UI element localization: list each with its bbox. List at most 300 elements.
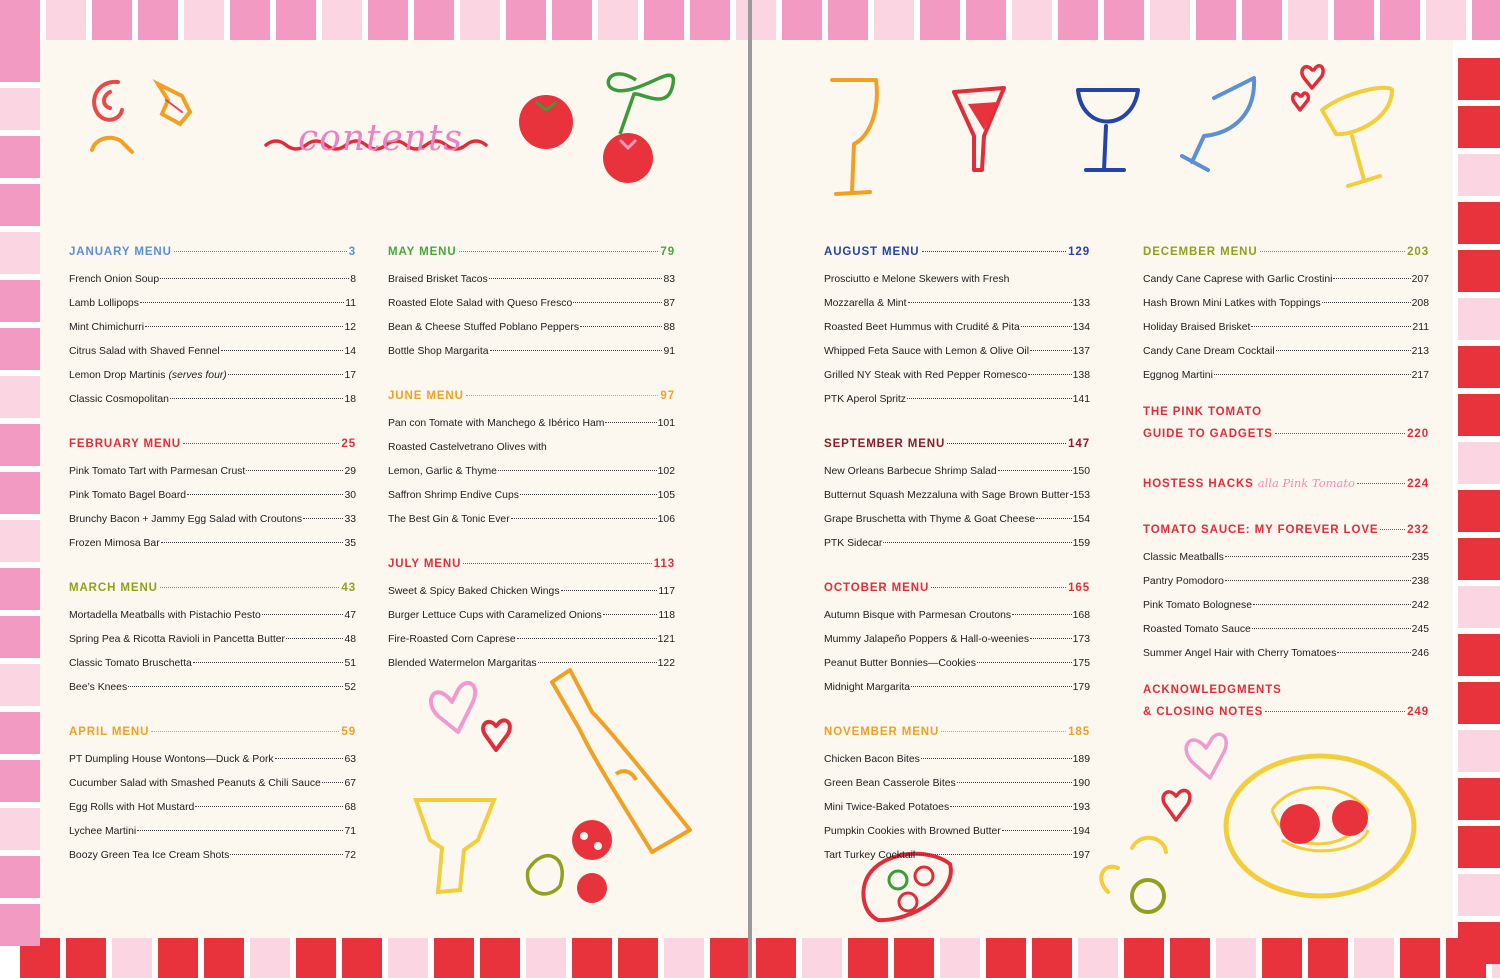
dot-leader xyxy=(947,443,1066,444)
section-label: NOVEMBER MENU xyxy=(824,726,940,738)
section-label: MAY MENU xyxy=(388,246,457,258)
section-label: JULY MENU xyxy=(388,558,462,570)
page-number: 8 xyxy=(350,274,356,285)
toc-entry[interactable] xyxy=(824,802,1090,826)
section-heading[interactable] xyxy=(69,438,356,460)
dot-leader xyxy=(221,350,344,351)
page-number: 25 xyxy=(341,438,356,450)
entry-label: Pumpkin Cookies with Browned Butter xyxy=(824,826,1001,837)
section-heading[interactable] xyxy=(1143,406,1429,428)
toc-entry[interactable] xyxy=(824,274,1090,298)
entry-label: PTK Sidecar xyxy=(824,538,883,549)
dot-leader xyxy=(303,518,343,519)
page-number: 91 xyxy=(663,346,675,357)
dot-leader xyxy=(1002,830,1072,831)
page-number: 168 xyxy=(1072,610,1090,621)
section-label: TOMATO SAUCE: MY FOREVER LOVE xyxy=(1143,524,1379,536)
entry-label: Midnight Margarita xyxy=(824,682,911,693)
spaghetti-plate-icon xyxy=(1226,756,1414,896)
entry-label: Spring Pea & Ricotta Ravioli in Pancetta Butter xyxy=(69,634,286,645)
entry-label: Lychee Martini xyxy=(69,826,137,837)
toc-entry[interactable] xyxy=(69,466,356,490)
dot-leader xyxy=(160,587,340,588)
entry-label: Peanut Butter Bonnies—Cookies xyxy=(824,658,976,669)
pasta-icon xyxy=(1101,838,1166,912)
toc-entry[interactable] xyxy=(69,490,356,514)
page-number: 175 xyxy=(1072,658,1090,669)
section-heading[interactable] xyxy=(69,246,356,268)
section-heading[interactable] xyxy=(824,582,1090,604)
entry-label: Mozzarella & Mint xyxy=(824,298,907,309)
dot-leader xyxy=(941,731,1066,732)
toc-entry[interactable] xyxy=(824,466,1090,490)
champagne-bottle-icon xyxy=(552,670,690,852)
spacer xyxy=(824,706,1090,726)
page-number: 43 xyxy=(341,582,356,594)
dot-leader xyxy=(921,758,1072,759)
dot-leader xyxy=(151,731,339,732)
toc-entry[interactable] xyxy=(69,802,356,826)
section-label: ACKNOWLEDGMENTS xyxy=(1143,684,1282,696)
entry-label: Summer Angel Hair with Cherry Tomatoes xyxy=(1143,648,1337,659)
page-number: 129 xyxy=(1068,246,1090,258)
page-number: 67 xyxy=(344,778,356,789)
entry-label: Butternut Squash Mezzaluna with Sage Brown Butter xyxy=(824,490,1069,501)
spacer xyxy=(388,538,675,558)
page-number: 118 xyxy=(658,610,675,621)
entry-label: Lamb Lollipops xyxy=(69,298,139,309)
toc-entry[interactable] xyxy=(69,682,356,706)
entry-label: Cucumber Salad with Smashed Peanuts & Chili Sauce xyxy=(69,778,321,789)
dot-leader xyxy=(1260,251,1406,252)
dot-leader xyxy=(1214,374,1411,375)
toc-entry[interactable] xyxy=(1143,576,1429,600)
page-number: 220 xyxy=(1407,428,1429,440)
toc-entry[interactable] xyxy=(388,634,675,658)
page-number: 147 xyxy=(1068,438,1090,450)
page-number: 246 xyxy=(1411,648,1429,659)
dot-leader xyxy=(490,350,663,351)
page-number: 141 xyxy=(1072,394,1090,405)
section-heading[interactable] xyxy=(1143,246,1429,268)
section-label: THE PINK TOMATO xyxy=(1143,406,1262,418)
page-number: 88 xyxy=(663,322,675,333)
toc-entry[interactable] xyxy=(1143,648,1429,672)
entry-label: Brunchy Bacon + Jammy Egg Salad with Croutons xyxy=(69,514,303,525)
section-heading[interactable] xyxy=(388,558,675,580)
page-number: 33 xyxy=(344,514,356,525)
entry-label: Blended Watermelon Margaritas xyxy=(388,658,537,669)
entry-label: Roasted Castelvetrano Olives with xyxy=(388,442,547,453)
dot-leader xyxy=(950,806,1072,807)
toc-entry[interactable] xyxy=(824,346,1090,370)
entry-label: PTK Aperol Spritz xyxy=(824,394,907,405)
spacer xyxy=(1143,456,1429,476)
dot-leader xyxy=(466,395,659,396)
entry-label: Bottle Shop Margarita xyxy=(388,346,489,357)
dot-leader xyxy=(1253,604,1411,605)
page-number: 197 xyxy=(1072,850,1090,861)
toc-entry[interactable] xyxy=(388,514,675,538)
dot-leader xyxy=(262,614,344,615)
dot-leader xyxy=(187,494,343,495)
toc-entry[interactable] xyxy=(1143,298,1429,322)
dot-leader xyxy=(907,398,1072,399)
page-number: 79 xyxy=(660,246,675,258)
page-number: 213 xyxy=(1411,346,1429,357)
dot-leader xyxy=(1028,374,1072,375)
entry-label: Roasted Tomato Sauce xyxy=(1143,624,1251,635)
page-number: 63 xyxy=(344,754,356,765)
toc-entry[interactable] xyxy=(388,442,675,466)
section-label: HOSTESS HACKS xyxy=(1143,478,1254,490)
entry-label: Classic Tomato Bruschetta xyxy=(69,658,192,669)
toc-entry[interactable] xyxy=(388,274,675,298)
dot-leader xyxy=(246,470,343,471)
toc-entry[interactable] xyxy=(69,754,356,778)
entry-label: Pantry Pomodoro xyxy=(1143,576,1224,587)
page-number: 122 xyxy=(657,658,675,669)
section-label: MARCH MENU xyxy=(69,582,158,594)
toc-entry[interactable] xyxy=(824,658,1090,682)
toc-entry[interactable] xyxy=(1143,274,1429,298)
toc-entry[interactable] xyxy=(824,778,1090,802)
toc-entry[interactable] xyxy=(824,322,1090,346)
page-number: 238 xyxy=(1411,576,1429,587)
page-number: 101 xyxy=(657,418,675,429)
page-number: 14 xyxy=(344,346,356,357)
dot-leader xyxy=(489,278,663,279)
page-number: 105 xyxy=(657,490,675,501)
entry-label: Mortadella Meatballs with Pistachio Pesto xyxy=(69,610,261,621)
section-heading[interactable] xyxy=(388,246,675,268)
dot-leader xyxy=(128,686,343,687)
page-number: 153 xyxy=(1072,490,1090,501)
entry-label: The Best Gin & Tonic Ever xyxy=(388,514,510,525)
section-label: OCTOBER MENU xyxy=(824,582,930,594)
dot-leader xyxy=(463,563,651,564)
toc-column xyxy=(69,246,356,874)
section-heading[interactable] xyxy=(69,726,356,748)
section-heading[interactable] xyxy=(824,246,1090,268)
dot-leader xyxy=(922,251,1067,252)
left-page xyxy=(40,40,748,938)
toc-entry[interactable] xyxy=(824,826,1090,850)
entry-label: Frozen Mimosa Bar xyxy=(69,538,160,549)
page-number: 12 xyxy=(344,322,356,333)
entry-label: Boozy Green Tea Ice Cream Shots xyxy=(69,850,230,861)
section-label: JUNE MENU xyxy=(388,390,464,402)
toc-entry[interactable] xyxy=(388,346,675,370)
section-heading[interactable] xyxy=(69,582,356,604)
dot-leader xyxy=(605,422,656,423)
heart-icon xyxy=(431,683,510,750)
dot-leader xyxy=(911,686,1072,687)
page-number: 165 xyxy=(1068,582,1090,594)
entry-note: (serves four) xyxy=(168,370,227,381)
entry-label: New Orleans Barbecue Shrimp Salad xyxy=(824,466,997,477)
dot-leader xyxy=(916,854,1071,855)
entry-label: Bean & Cheese Stuffed Poblano Peppers xyxy=(388,322,580,333)
toc-entry[interactable] xyxy=(69,346,356,370)
entry-label: Pink Tomato Bagel Board xyxy=(69,490,187,501)
dot-leader xyxy=(1357,483,1405,484)
page-number: 97 xyxy=(660,390,675,402)
toc-entry[interactable] xyxy=(824,754,1090,778)
page-number: 185 xyxy=(1068,726,1090,738)
page-number: 134 xyxy=(1072,322,1090,333)
section-heading[interactable] xyxy=(1143,524,1429,546)
dot-leader xyxy=(998,470,1072,471)
pasta-icon xyxy=(92,82,190,152)
section-label: GUIDE TO GADGETS xyxy=(1143,428,1273,440)
dot-leader xyxy=(1275,433,1405,434)
cocktail-glass-icon xyxy=(416,800,494,892)
dot-leader xyxy=(957,782,1072,783)
entry-label: Lemon, Garlic & Thyme xyxy=(388,466,497,477)
spacer xyxy=(388,370,675,390)
toc-column xyxy=(824,246,1090,874)
toc-entry[interactable] xyxy=(824,610,1090,634)
entry-label: Grape Bruschetta with Thyme & Goat Cheese xyxy=(824,514,1036,525)
page-number: 47 xyxy=(344,610,356,621)
entry-label: Autumn Bisque with Parmesan Croutons xyxy=(824,610,1012,621)
dot-leader xyxy=(170,398,344,399)
page-number: 3 xyxy=(348,246,356,258)
page-number: 17 xyxy=(344,370,356,381)
entry-label: Citrus Salad with Shaved Fennel xyxy=(69,346,220,357)
entry-label: Hash Brown Mini Latkes with Toppings xyxy=(1143,298,1321,309)
entry-label: Pan con Tomate with Manchego & Ibérico Ham xyxy=(388,418,605,429)
dot-leader xyxy=(517,638,657,639)
page-number: 217 xyxy=(1411,370,1429,381)
entry-label: Classic Cosmopolitan xyxy=(69,394,169,405)
dot-leader xyxy=(1030,350,1072,351)
dot-leader xyxy=(1380,529,1405,530)
toc-entry[interactable] xyxy=(69,658,356,682)
page-number: 72 xyxy=(344,850,356,861)
dot-leader xyxy=(977,662,1072,663)
dot-leader xyxy=(137,830,343,831)
entry-label: Saffron Shrimp Endive Cups xyxy=(388,490,519,501)
entry-label: Grilled NY Steak with Red Pepper Romesco xyxy=(824,370,1028,381)
section-label: FEBRUARY MENU xyxy=(69,438,182,450)
toc-entry[interactable] xyxy=(824,514,1090,538)
entry-label: Sweet & Spicy Baked Chicken Wings xyxy=(388,586,560,597)
page-number: 173 xyxy=(1072,634,1090,645)
dot-leader xyxy=(275,758,344,759)
section-label: SEPTEMBER MENU xyxy=(824,438,946,450)
page-number: 245 xyxy=(1411,624,1429,635)
page-number: 208 xyxy=(1411,298,1429,309)
entry-label: Mint Chimichurri xyxy=(69,322,145,333)
page-number: 30 xyxy=(344,490,356,501)
entry-label: PT Dumpling House Wontons—Duck & Pork xyxy=(69,754,274,765)
dot-leader xyxy=(561,590,658,591)
page-number: 48 xyxy=(344,634,356,645)
spacer xyxy=(1143,394,1429,406)
section-heading[interactable] xyxy=(824,438,1090,460)
dot-leader xyxy=(286,638,343,639)
toc-entry[interactable] xyxy=(824,298,1090,322)
page-number: 121 xyxy=(657,634,675,645)
entry-label: Pink Tomato Bolognese xyxy=(1143,600,1252,611)
page-number: 249 xyxy=(1407,706,1429,718)
dot-leader xyxy=(183,443,339,444)
spacer xyxy=(69,418,356,438)
toc-entry[interactable] xyxy=(69,514,356,538)
page-number: 71 xyxy=(344,826,356,837)
entry-label: Prosciutto e Melone Skewers with Fresh xyxy=(824,274,1010,285)
entry-label: Holiday Braised Brisket xyxy=(1143,322,1251,333)
page-number: 235 xyxy=(1411,552,1429,563)
page-number: 83 xyxy=(663,274,675,285)
toc-entry[interactable] xyxy=(69,826,356,850)
dot-leader xyxy=(1225,556,1411,557)
page-number: 117 xyxy=(658,586,675,597)
dot-leader xyxy=(1333,278,1410,279)
page-number: 137 xyxy=(1072,346,1090,357)
toc-entry[interactable] xyxy=(1143,322,1429,346)
dot-leader xyxy=(174,251,347,252)
toc-column xyxy=(388,246,675,682)
dot-leader xyxy=(931,587,1066,588)
toc-entry[interactable] xyxy=(388,322,675,346)
toc-entry[interactable] xyxy=(824,850,1090,874)
section-heading[interactable] xyxy=(388,390,675,412)
toc-entry[interactable] xyxy=(388,658,675,682)
section-heading[interactable] xyxy=(1143,476,1429,498)
dot-leader xyxy=(580,326,662,327)
entry-label: Lemon Drop Martinis xyxy=(69,370,166,381)
spacer xyxy=(824,562,1090,582)
page-number: 224 xyxy=(1407,478,1429,490)
page-number: 203 xyxy=(1407,246,1429,258)
toc-entry[interactable] xyxy=(69,370,356,394)
page-number: 133 xyxy=(1072,298,1090,309)
toc-entry[interactable] xyxy=(69,538,356,562)
dot-leader xyxy=(1225,580,1411,581)
cherry-tomato-icon xyxy=(519,74,673,183)
toc-entry[interactable] xyxy=(388,298,675,322)
spacer xyxy=(824,418,1090,438)
toc-entry[interactable] xyxy=(388,490,675,514)
dot-leader xyxy=(1030,638,1072,639)
page-number: 52 xyxy=(344,682,356,693)
entry-label: Eggnog Martini xyxy=(1143,370,1213,381)
page-number: 68 xyxy=(344,802,356,813)
page-number: 35 xyxy=(344,538,356,549)
page-number: 18 xyxy=(344,394,356,405)
page-number: 59 xyxy=(341,726,356,738)
section-label: AUGUST MENU xyxy=(824,246,920,258)
page-number: 190 xyxy=(1072,778,1090,789)
toc-entry[interactable] xyxy=(388,610,675,634)
toc-entry[interactable] xyxy=(824,682,1090,706)
dot-leader xyxy=(908,302,1072,303)
toc-entry[interactable] xyxy=(824,394,1090,418)
toc-column xyxy=(1143,246,1429,734)
spacer xyxy=(1143,504,1429,524)
section-label: & CLOSING NOTES xyxy=(1143,706,1264,718)
toc-entry[interactable] xyxy=(388,418,675,442)
toc-entry[interactable] xyxy=(1143,600,1429,624)
toc-entry[interactable] xyxy=(1143,370,1429,394)
tomato-slice-icon xyxy=(528,820,612,903)
entry-label: Mummy Jalapeño Poppers & Hall-o-weenies xyxy=(824,634,1030,645)
section-heading[interactable] xyxy=(1143,706,1429,728)
toc-entry[interactable] xyxy=(1143,552,1429,576)
dot-leader xyxy=(228,374,344,375)
page-title: contents xyxy=(298,118,463,159)
toc-entry[interactable] xyxy=(69,274,356,298)
dot-leader xyxy=(459,251,659,252)
spacer xyxy=(69,562,356,582)
page-number: 194 xyxy=(1072,826,1090,837)
toc-entry[interactable] xyxy=(69,322,356,346)
toc-entry[interactable] xyxy=(69,634,356,658)
page-number: 242 xyxy=(1411,600,1429,611)
dot-leader xyxy=(1036,518,1071,519)
dot-leader xyxy=(1021,326,1072,327)
toc-entry[interactable] xyxy=(69,298,356,322)
toc-entry[interactable] xyxy=(69,610,356,634)
dot-leader xyxy=(1265,711,1405,712)
spacer xyxy=(69,706,356,726)
toc-entry[interactable] xyxy=(824,370,1090,394)
page-number: 232 xyxy=(1407,524,1429,536)
dot-leader xyxy=(1276,350,1411,351)
section-heading[interactable] xyxy=(1143,428,1429,450)
entry-label: Whipped Feta Sauce with Lemon & Olive Oil xyxy=(824,346,1030,357)
spacer xyxy=(1143,672,1429,684)
dot-leader xyxy=(603,614,658,615)
entry-label: Chicken Bacon Bites xyxy=(824,754,920,765)
toc-entry[interactable] xyxy=(69,850,356,874)
dot-leader xyxy=(883,542,1071,543)
page-number: 159 xyxy=(1072,538,1090,549)
toc-entry[interactable] xyxy=(824,538,1090,562)
dot-leader xyxy=(1012,614,1072,615)
dot-leader xyxy=(1322,302,1411,303)
toc-entry[interactable] xyxy=(824,634,1090,658)
page-number: 106 xyxy=(657,514,675,525)
page-number: 154 xyxy=(1072,514,1090,525)
dot-leader xyxy=(1251,326,1411,327)
toc-entry[interactable] xyxy=(388,466,675,490)
section-label: DECEMBER MENU xyxy=(1143,246,1258,258)
section-heading[interactable] xyxy=(1143,684,1429,706)
toc-entry[interactable] xyxy=(388,586,675,610)
toc-entry[interactable] xyxy=(69,778,356,802)
page-number: 189 xyxy=(1072,754,1090,765)
dot-leader xyxy=(322,782,344,783)
page-number: 179 xyxy=(1072,682,1090,693)
toc-entry[interactable] xyxy=(1143,346,1429,370)
toc-entry[interactable] xyxy=(824,490,1090,514)
toc-entry[interactable] xyxy=(1143,624,1429,648)
section-heading[interactable] xyxy=(824,726,1090,748)
entry-label: Candy Cane Dream Cocktail xyxy=(1143,346,1275,357)
section-script: alla Pink Tomato xyxy=(1257,476,1355,490)
section-label: JANUARY MENU xyxy=(69,246,172,258)
dot-leader xyxy=(511,518,657,519)
right-page xyxy=(752,40,1453,938)
entry-label: French Onion Soup xyxy=(69,274,160,285)
toc-entry[interactable] xyxy=(69,394,356,418)
page-number: 87 xyxy=(663,298,675,309)
dot-leader xyxy=(1252,628,1411,629)
